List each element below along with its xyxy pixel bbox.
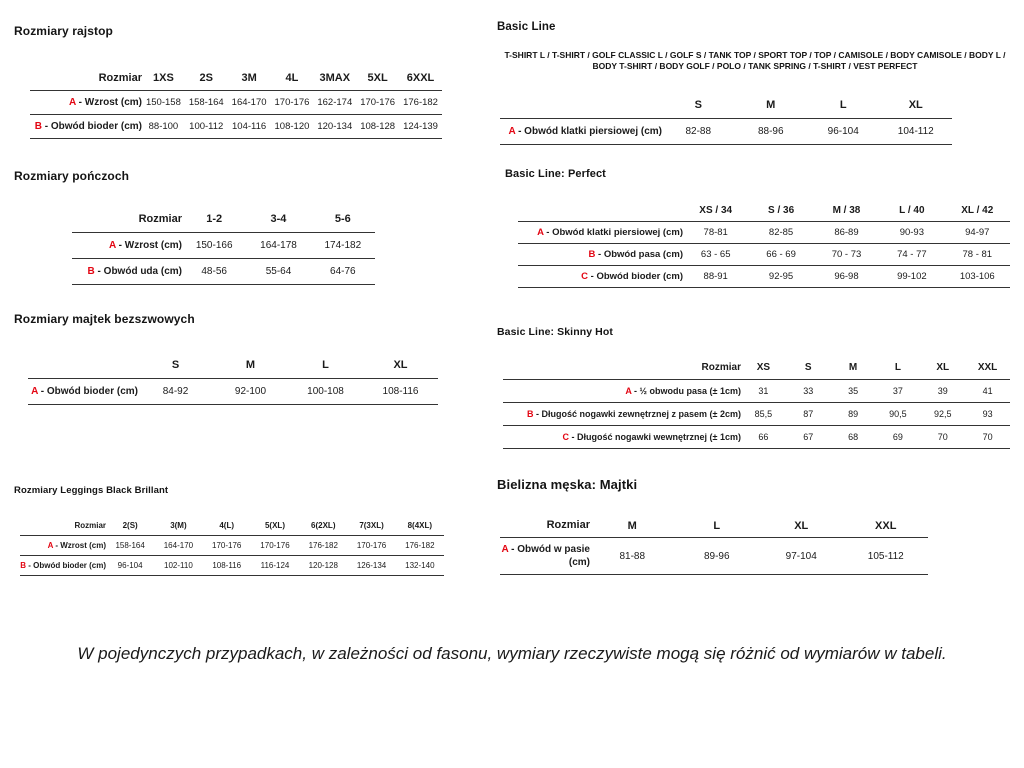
measurement-value: 104-112: [880, 119, 953, 145]
table-majtki-bezszwowe: [28, 352, 438, 405]
measurement-row: [518, 244, 1010, 266]
measurement-value: 90-93: [879, 222, 944, 244]
measurement-value: 88-96: [735, 119, 808, 145]
size-column-header: L / 40: [879, 200, 944, 222]
measurement-value: 68: [831, 426, 876, 449]
measurement-value: 126-134: [347, 556, 395, 576]
table-header-row: [28, 352, 438, 379]
size-column-header: 6(2XL): [299, 516, 347, 536]
size-column-header: 5-6: [311, 206, 375, 233]
measurement-label: C - Długość nogawki wewnętrznej (± 1cm): [503, 426, 741, 449]
measurement-row: [72, 233, 375, 259]
measurement-value: 176-182: [399, 91, 442, 115]
size-label-header: Rozmiar: [500, 514, 590, 538]
table-header-row: [500, 92, 952, 119]
measurement-letter: C: [581, 271, 588, 282]
measurement-row: [20, 556, 444, 576]
measurement-label: B - Długość nogawki zewnętrznej z pasem (± 2cm): [503, 403, 741, 426]
size-column-header: S: [138, 352, 213, 379]
measurement-value: 108-116: [363, 379, 438, 405]
size-column-header: XS / 34: [683, 200, 748, 222]
measurement-value: 108-116: [203, 556, 251, 576]
measurement-value: 70: [920, 426, 965, 449]
measurement-label: A - Wzrost (cm): [72, 233, 182, 259]
size-column-header: 3-4: [246, 206, 310, 233]
table-bielizna-meska: [500, 514, 928, 575]
measurement-value: 88-91: [683, 266, 748, 288]
measurement-row: [20, 536, 444, 556]
measurement-letter: A: [537, 227, 544, 238]
measurement-value: 63 - 65: [683, 244, 748, 266]
size-column-header: XL: [880, 92, 953, 119]
section-title-basic-line-skinny-hot: Basic Line: Skinny Hot: [497, 326, 613, 338]
size-column-header: S / 36: [748, 200, 813, 222]
size-table: [500, 514, 928, 575]
size-column-header: M: [831, 356, 876, 380]
measurement-value: 89-96: [675, 538, 760, 575]
measurement-letter: B: [588, 249, 596, 260]
measurement-value: 66 - 69: [748, 244, 813, 266]
measurement-value: 78-81: [683, 222, 748, 244]
measurement-letter: A: [625, 386, 632, 396]
size-column-header: 7(3XL): [347, 516, 395, 536]
size-column-header: L: [288, 352, 363, 379]
measurement-row: [518, 222, 1010, 244]
size-label-header: [28, 352, 138, 379]
size-table: [518, 200, 1010, 288]
table-rajstopy: [30, 66, 442, 139]
size-column-header: 3(M): [154, 516, 202, 536]
size-column-header: 1XS: [142, 66, 185, 91]
measurement-value: 55-64: [246, 259, 310, 285]
measurement-value: 116-124: [251, 556, 299, 576]
measurement-row: [503, 426, 1010, 449]
measurement-letter: A: [508, 126, 516, 137]
measurement-label: B - Obwód bioder (cm): [20, 556, 106, 576]
table-header-row: [72, 206, 375, 233]
measurement-value: 89: [831, 403, 876, 426]
measurement-value: 69: [875, 426, 920, 449]
table-header-row: [500, 514, 928, 538]
measurement-value: 84-92: [138, 379, 213, 405]
measurement-value: 164-170: [154, 536, 202, 556]
measurement-label: B - Obwód uda (cm): [72, 259, 182, 285]
size-column-header: 4L: [271, 66, 314, 91]
measurement-label: A - Wzrost (cm): [20, 536, 106, 556]
measurement-value: 93: [965, 403, 1010, 426]
measurement-value: 132-140: [396, 556, 444, 576]
measurement-value: 48-56: [182, 259, 246, 285]
measurement-row: [30, 115, 442, 139]
size-column-header: 3MAX: [313, 66, 356, 91]
section-title-majtki-bezszwowe: Rozmiary majtek bezszwowych: [14, 312, 195, 326]
measurement-letter: A: [69, 97, 76, 108]
measurement-value: 96-98: [814, 266, 879, 288]
measurement-label: B - Obwód bioder (cm): [30, 115, 142, 139]
measurement-value: 74 - 77: [879, 244, 944, 266]
table-header-row: [30, 66, 442, 91]
table-leggings: [20, 516, 444, 576]
measurement-value: 82-85: [748, 222, 813, 244]
measurement-value: 86-89: [814, 222, 879, 244]
measurement-value: 94-97: [945, 222, 1010, 244]
measurement-value: 87: [786, 403, 831, 426]
size-column-header: 2(S): [106, 516, 154, 536]
size-column-header: 1-2: [182, 206, 246, 233]
measurement-value: 170-176: [271, 91, 314, 115]
size-table: [503, 356, 1010, 449]
measurement-value: 120-128: [299, 556, 347, 576]
size-table: [500, 92, 952, 145]
measurement-value: 96-104: [807, 119, 880, 145]
size-column-header: S: [662, 92, 735, 119]
measurement-row: [500, 119, 952, 145]
measurement-value: 39: [920, 380, 965, 403]
measurement-value: 108-128: [356, 115, 399, 139]
measurement-value: 124-139: [399, 115, 442, 139]
size-column-header: 5XL: [356, 66, 399, 91]
measurement-letter: A: [501, 544, 509, 555]
footer-disclaimer: W pojedynczych przypadkach, w zależności od fasonu, wymiary rzeczywiste mogą się różnić od wymiarów w tabeli.: [77, 644, 947, 663]
section-title-ponczochy: Rozmiary pończoch: [14, 169, 130, 183]
size-column-header: S: [786, 356, 831, 380]
size-column-header: 3M: [228, 66, 271, 91]
size-column-header: L: [807, 92, 880, 119]
measurement-value: 92-95: [748, 266, 813, 288]
table-basic-line-skinny-hot: [503, 356, 1010, 449]
measurement-value: 105-112: [844, 538, 929, 575]
measurement-value: 150-158: [142, 91, 185, 115]
size-column-header: XXL: [965, 356, 1010, 380]
section-title-basic-line: Basic Line: [497, 21, 556, 33]
measurement-value: 82-88: [662, 119, 735, 145]
measurement-value: 120-134: [313, 115, 356, 139]
size-label-header: Rozmiar: [20, 516, 106, 536]
measurement-value: 150-166: [182, 233, 246, 259]
section-title-leggings: Rozmiary Leggings Black Brillant: [14, 485, 169, 496]
measurement-value: 103-106: [945, 266, 1010, 288]
measurement-value: 85,5: [741, 403, 786, 426]
table-ponczochy: [72, 206, 375, 285]
measurement-letter: C: [562, 432, 570, 442]
measurement-letter: A: [47, 541, 54, 550]
measurement-value: 41: [965, 380, 1010, 403]
size-column-header: XS: [741, 356, 786, 380]
measurement-value: 66: [741, 426, 786, 449]
measurement-value: 170-176: [356, 91, 399, 115]
measurement-value: 78 - 81: [945, 244, 1010, 266]
measurement-label: A - Obwód klatki piersiowej (cm): [518, 222, 683, 244]
measurement-value: 92,5: [920, 403, 965, 426]
table-header-row: [20, 516, 444, 536]
size-column-header: 4(L): [203, 516, 251, 536]
measurement-letter: B: [527, 409, 534, 419]
measurement-value: 67: [786, 426, 831, 449]
measurement-row: [500, 538, 928, 575]
size-label-header: Rozmiar: [503, 356, 741, 380]
size-column-header: XXL: [844, 514, 929, 538]
size-column-header: XL: [759, 514, 844, 538]
size-label-header: [500, 92, 662, 119]
size-table: [20, 516, 444, 576]
size-column-header: 8(4XL): [396, 516, 444, 536]
measurement-row: [30, 91, 442, 115]
measurement-value: 35: [831, 380, 876, 403]
measurement-label: A - Wzrost (cm): [30, 91, 142, 115]
measurement-value: 100-108: [288, 379, 363, 405]
table-header-row: [518, 200, 1010, 222]
measurement-label: A - Obwód w pasie (cm): [500, 538, 590, 575]
size-column-header: XL / 42: [945, 200, 1010, 222]
size-column-header: M: [590, 514, 675, 538]
measurement-row: [518, 266, 1010, 288]
size-column-header: 2S: [185, 66, 228, 91]
section-title-bielizna-meska: Bielizna męska: Majtki: [497, 477, 638, 492]
measurement-label: C - Obwód bioder (cm): [518, 266, 683, 288]
measurement-value: 158-164: [106, 536, 154, 556]
size-column-header: XL: [363, 352, 438, 379]
measurement-value: 104-116: [228, 115, 271, 139]
measurement-row: [28, 379, 438, 405]
measurement-value: 102-110: [154, 556, 202, 576]
section-title-basic-line-perfect: Basic Line: Perfect: [505, 168, 606, 180]
size-column-header: M: [213, 352, 288, 379]
measurement-row: [503, 403, 1010, 426]
table-basic-line-perfect: [518, 200, 1010, 288]
size-label-header: Rozmiar: [30, 66, 142, 91]
measurement-value: 174-182: [311, 233, 375, 259]
measurement-value: 164-170: [228, 91, 271, 115]
size-column-header: 6XXL: [399, 66, 442, 91]
measurement-label: B - Obwód pasa (cm): [518, 244, 683, 266]
measurement-value: 176-182: [396, 536, 444, 556]
measurement-value: 64-76: [311, 259, 375, 285]
measurement-value: 158-164: [185, 91, 228, 115]
table-basic-line: [500, 92, 952, 145]
size-table: [28, 352, 438, 405]
measurement-label: A - Obwód klatki piersiowej (cm): [500, 119, 662, 145]
size-table: [30, 66, 442, 139]
basic-line-products-list: T-SHIRT L / T-SHIRT / GOLF CLASSIC L / GOLF S / TANK TOP / SPORT TOP / TOP / CAMISOLE / BODY CAMISOLE / BODY L / BODY T-SHIRT / BODY GOLF / POLO / TANK SPRING / T-SHIRT / VEST PERFECT: [504, 50, 1006, 71]
measurement-row: [72, 259, 375, 285]
measurement-value: 96-104: [106, 556, 154, 576]
measurement-letter: B: [87, 266, 95, 277]
measurement-value: 81-88: [590, 538, 675, 575]
measurement-letter: B: [20, 561, 26, 570]
table-header-row: [503, 356, 1010, 380]
measurement-value: 88-100: [142, 115, 185, 139]
measurement-value: 90,5: [875, 403, 920, 426]
size-label-header: Rozmiar: [72, 206, 182, 233]
measurement-value: 164-178: [246, 233, 310, 259]
size-column-header: 5(XL): [251, 516, 299, 536]
measurement-value: 170-176: [251, 536, 299, 556]
size-column-header: L: [875, 356, 920, 380]
measurement-letter: A: [109, 240, 116, 251]
measurement-label: A - Obwód bioder (cm): [28, 379, 138, 405]
measurement-letter: A: [31, 386, 38, 397]
measurement-label: A - ½ obwodu pasa (± 1cm): [503, 380, 741, 403]
size-table: [72, 206, 375, 285]
size-label-header: [518, 200, 683, 222]
section-title-rajstopy: Rozmiary rajstop: [14, 24, 113, 38]
measurement-value: 33: [786, 380, 831, 403]
size-column-header: M: [735, 92, 808, 119]
measurement-value: 31: [741, 380, 786, 403]
measurement-value: 108-120: [271, 115, 314, 139]
size-column-header: M / 38: [814, 200, 879, 222]
measurement-value: 97-104: [759, 538, 844, 575]
measurement-value: 70 - 73: [814, 244, 879, 266]
measurement-row: [503, 380, 1010, 403]
size-column-header: XL: [920, 356, 965, 380]
measurement-value: 37: [875, 380, 920, 403]
measurement-letter: B: [34, 121, 42, 132]
measurement-value: 70: [965, 426, 1010, 449]
size-column-header: L: [675, 514, 760, 538]
measurement-value: 176-182: [299, 536, 347, 556]
measurement-value: 92-100: [213, 379, 288, 405]
measurement-value: 162-174: [313, 91, 356, 115]
measurement-value: 170-176: [347, 536, 395, 556]
measurement-value: 100-112: [185, 115, 228, 139]
measurement-value: 99-102: [879, 266, 944, 288]
measurement-value: 170-176: [203, 536, 251, 556]
